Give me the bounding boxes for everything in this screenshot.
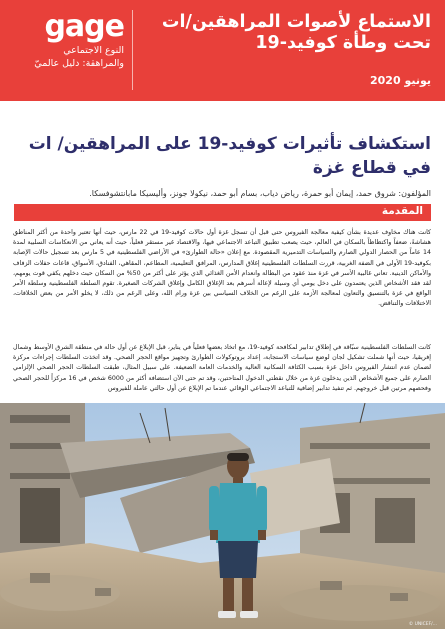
- section-label: المقدمة: [381, 205, 423, 217]
- logo-tagline-line1: النوع الاجتماعي: [63, 45, 124, 56]
- header-title: الاستماع لأصوات المراهقين/ات تحت وطأة كوفيد-19: [161, 12, 431, 53]
- cover-photo: [0, 403, 445, 629]
- photo-caption: © UNICEF/...: [408, 622, 437, 627]
- header-date: يونيو 2020: [370, 74, 431, 87]
- page-title: استكشاف تأثيرات كوفيد-19 على المراهقين/ ات في قطاع غزة: [28, 134, 431, 178]
- logo-tagline-line2: والمراهقة: دليل عالميّ: [34, 58, 124, 69]
- header-divider: [132, 10, 133, 90]
- authors-line: المؤلفون: شروق حمد، إيمان أبو حمرة، رياض دياب، بسام أبو حمد، نيكولا جونز، وأليسيكا مابانتشوفسكا.: [89, 189, 431, 198]
- logo-wordmark: gage: [44, 9, 124, 44]
- photo-illustration: [0, 403, 445, 629]
- header-banner: [0, 0, 445, 101]
- section-header-introduction: [14, 204, 431, 221]
- gage-logo: [14, 9, 124, 70]
- body-paragraph-2: كانت السلطات الفلسطينية سبّاقة في إطلاق تدابير لمكافحة كوفيد-19، مع اتخاذ بعضها فعلياً في يناير، قبل الإبلاغ عن أول حالة في منطقة الشرق الأوسط وشمال إفريقيا، حيث أنها شملت تشكيل لجان لوضع سياسات الاستجابة، إعداد بروتوكولات الطوارئ وتجهيز مواقع الحجر الصحي. وقد اتخذت السلطات إجراءات مركزة لضمان عدم انتشار الفيروس داخل غزة بسبب الكثافة السكانية العالية والخدمات العامة الضعيفة. على سبيل المثال، طبقت السلطات الحجر الصحي الإلزامي الصارم على جميع الأشخاص الذين يدخلون غزة من خلال نقطتي الدخول المتاحتين، وقد تم حتى الآن استضافة أكثر من 6000 شخص في 16 مركزاً للحجر الصحي وفحصهم مرتين قبل خروجهم. ثم تنفيذ تدابير إضافية للتباعد الاجتماعي الوقائي عندما تم الإبلاغ عن أول حالتي عاملة للفيروس: [13, 344, 431, 392]
- body-paragraph-1: كانت هناك مخاوف عديدة بشأن كيفية معالجة الفيروس حتى قبل أن تسجل غزة أول حالات كوفيد-19 في 22 مارس، حيث أنها تعتبر واحدة من أكثر المناطق هشاشةً، ضعفاً واكتظاظاً بالسكان في العالم، حيث يصعب تطبيق التباعد الاجتماعي فيها، والاقتصاد غير مستقر فعلياً، حيث أنه يعاني من الانعكاسات السلبية لمدة 14 عاماً من الحصار الدولي الصارم والسياسات التدميرية المقصودة. مع إعلان «حالة الطوارئ» في الأراضي الفلسطينية في 5 مارس بعد تسجيل حالات الإصابة بكوفيد-19 الأولى في الضفة الغربية، قررت السلطات الفلسطينية إغلاق المدارس، المرافق التعليمية، المطاعم، المقاهي، الفنادق، الأسواق، قاعات حفلات الزفاف والأماكن الدينية. تعاني غالبية الأسر في غزة منذ عقود من البطالة وانعدام الأمن الغذائي الذي يؤثر على أكثر من 50% من السكان حيث دخلهم يكفي قوت يومهم، لقد فقد الأشخاص الذين يعتمدون على دخل يومي أي وسيلة لإعالة أسرهم بعد الإغلاق الكامل وإغلاق الشركات الصغيرة. تقوم السلطة الفلسطينية وسلطة الأمر الواقع في غزة بالتنسيق والتعاون لمعالجة الأزمة على الرغم من الخلاف السياسي بين غزة ورام الله، وعلى الرغم من ذلك، لا يخلو الأمر من بعض الخلافات، الاختلافات والتناقض.: [13, 229, 431, 308]
